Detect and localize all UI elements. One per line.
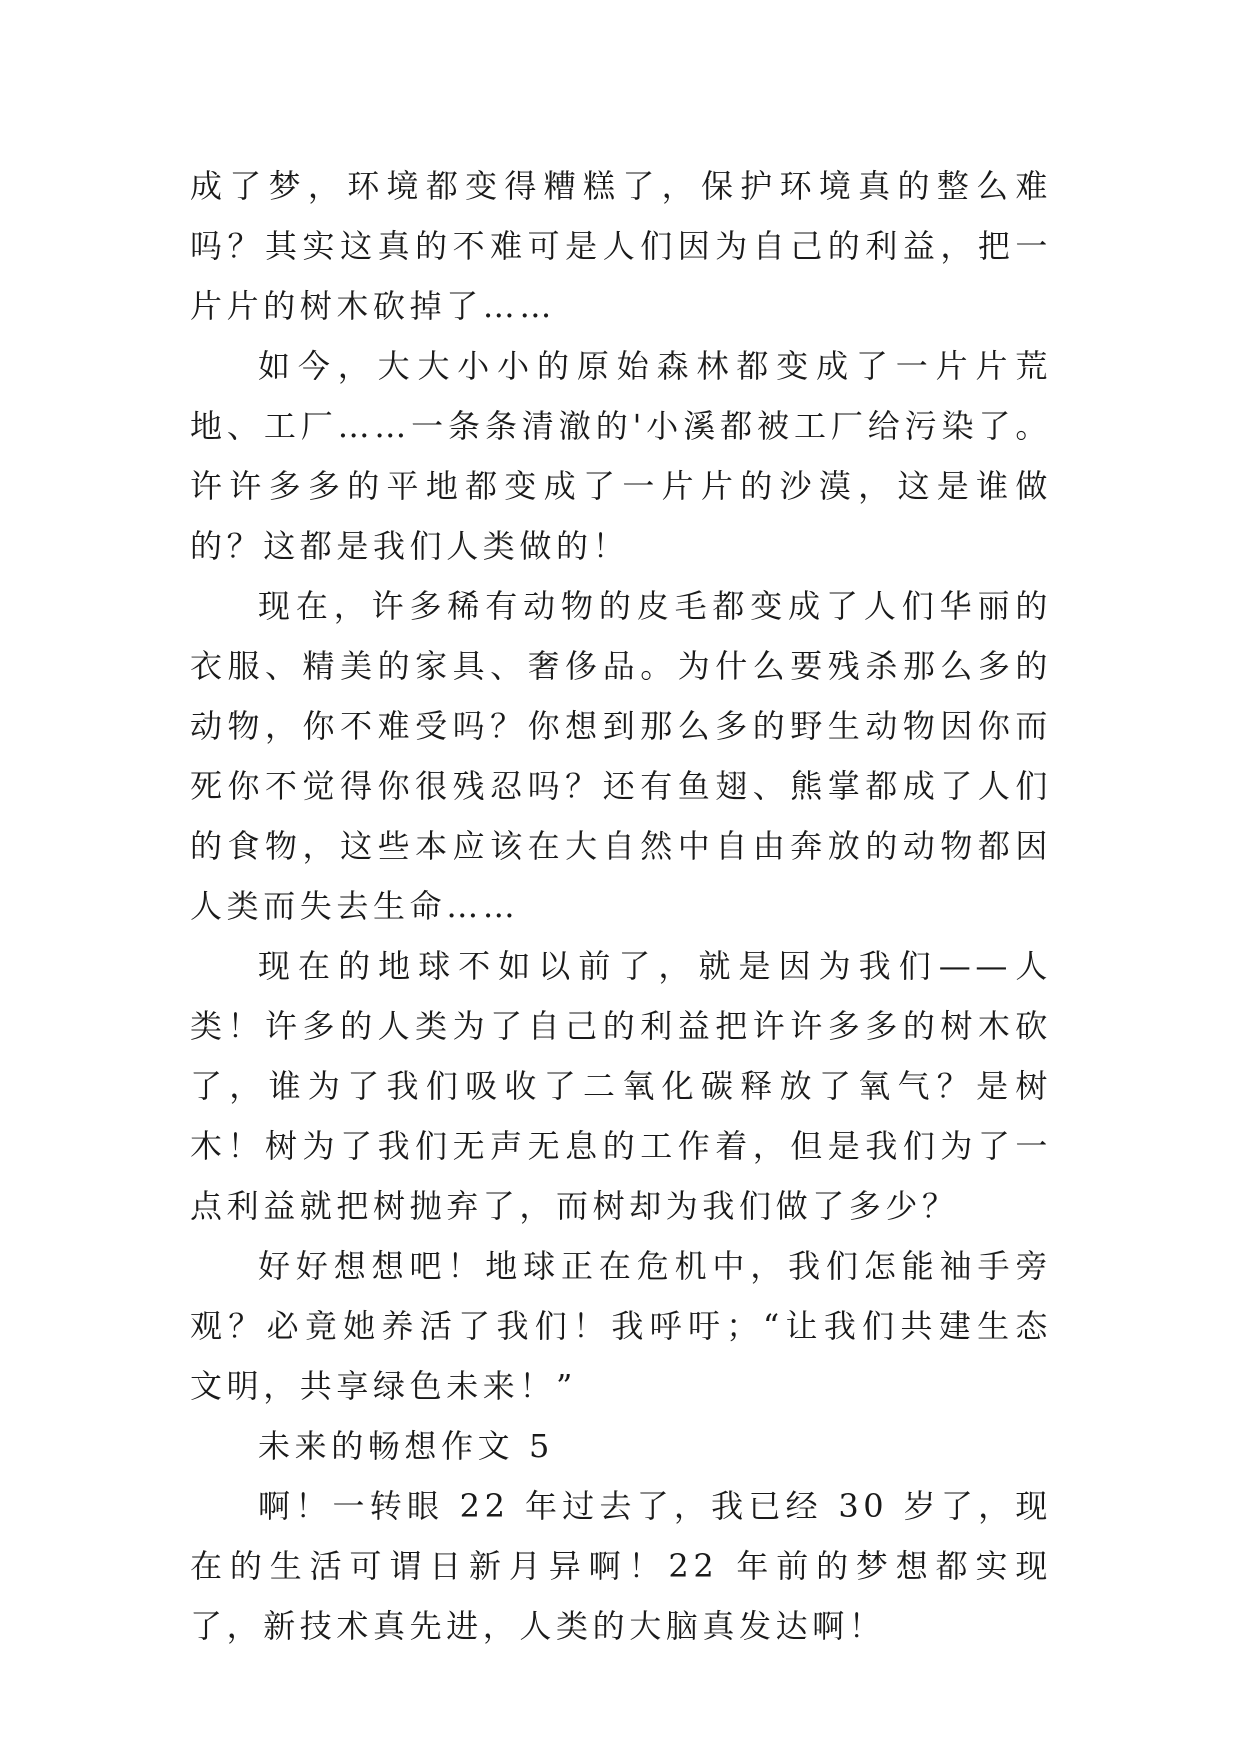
document-body <box>190 156 1052 1656</box>
paragraph: 如今，大大小小的原始森林都变成了一片片荒地、工厂……一条条清澈的'小溪都被工厂给污染了。许许多多的平地都变成了一片片的沙漠，这是谁做的？这都是我们人类做的！ <box>190 347 1052 565</box>
paragraph: 啊！一转眼 22 年过去了，我已经 30 岁了，现在的生活可谓日新月异啊！22 年前的梦想都实现了，新技术真先进，人类的大脑真发达啊！ <box>190 1487 1052 1645</box>
section-heading: 未来的畅想作文 5 <box>258 1427 554 1465</box>
paragraph: 好好想想吧！地球正在危机中，我们怎能袖手旁观？必竟她养活了我们！我呼吁；“让我们共建生态文明，共享绿色未来！” <box>190 1247 1052 1405</box>
paragraph: 现在的地球不如以前了，就是因为我们——人类！许多的人类为了自己的利益把许许多多的树木砍了，谁为了我们吸收了二氧化碳释放了氧气？是树木！树为了我们无声无息的工作着，但是我们为了一点利益就把树抛弃了，而树却为我们做了多少？ <box>190 947 1052 1225</box>
paragraph: 现在，许多稀有动物的皮毛都变成了人们华丽的衣服、精美的家具、奢侈品。为什么要残杀那么多的动物，你不难受吗？你想到那么多的野生动物因你而死你不觉得你很残忍吗？还有鱼翅、熊掌都成了人们的食物，这些本应该在大自然中自由奔放的动物都因人类而失去生命…… <box>190 587 1052 925</box>
paragraph-continuation: 成了梦，环境都变得糟糕了，保护环境真的整么难吗？其实这真的不难可是人们因为自己的利益，把一片片的树木砍掉了…… <box>190 167 1052 325</box>
